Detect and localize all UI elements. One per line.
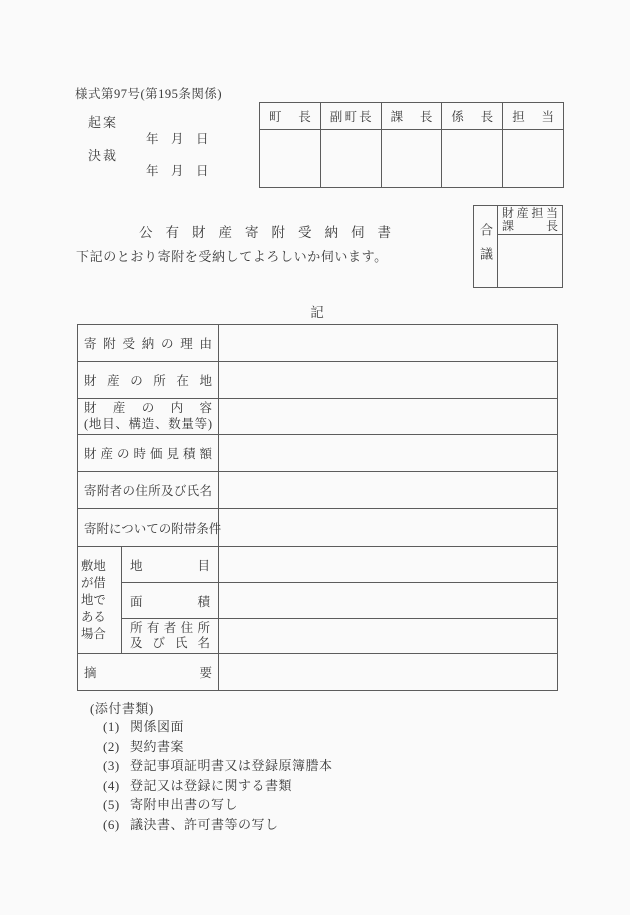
attachment-item	[103, 795, 333, 815]
page-title: 公有財産寄附受納伺書	[139, 225, 404, 240]
consultation-signature-cell	[498, 235, 562, 287]
approval-header-mayor: 町長	[260, 103, 321, 130]
value-cell	[219, 509, 558, 547]
row-label: 寄附受納の理由	[78, 325, 219, 362]
row-estimated-value	[78, 435, 558, 472]
row-leased-land-owner	[78, 619, 558, 654]
attachments-list	[103, 717, 333, 834]
consultation-box	[473, 205, 563, 288]
approval-header-section-chief: 課長	[381, 103, 442, 130]
consultation-signer-title-line2: 課長	[502, 219, 558, 233]
consultation-signer-title	[498, 206, 562, 235]
attachment-number: (2)	[103, 738, 120, 754]
row-property-description	[78, 399, 558, 435]
consultation-signer-title-line1: 財産担当	[502, 206, 558, 220]
signature-cell	[260, 130, 321, 188]
draft-label: 起案	[88, 115, 119, 130]
signature-cell	[503, 130, 564, 188]
attachment-text: 寄附申出書の写し	[130, 797, 239, 812]
row-property-location	[78, 362, 558, 399]
approval-header-row	[260, 103, 564, 130]
attachment-text: 登記又は登録に関する書類	[130, 777, 293, 793]
attachment-item	[103, 756, 333, 776]
decision-label: 決裁	[88, 148, 119, 163]
value-cell	[219, 472, 558, 509]
row-label: 財産の内容 (地目、構造、数量等)	[78, 399, 219, 435]
attachment-number: (4)	[103, 777, 120, 793]
attachment-text: 契約書案	[130, 738, 185, 754]
consultation-label: 合議	[474, 206, 498, 287]
request-statement: 下記のとおり寄附を受納してよろしいか伺います。	[76, 249, 388, 264]
value-cell	[219, 435, 558, 472]
attachment-item	[103, 815, 333, 835]
row-donor-address-name	[78, 472, 558, 509]
row-label: 所有者住所 及び氏名	[122, 619, 219, 654]
attachments-title: (添付書類)	[90, 701, 154, 716]
attachment-number: (6)	[103, 816, 120, 832]
value-cell	[219, 654, 558, 691]
row-label: 財産の所在地	[78, 362, 219, 399]
value-cell	[219, 583, 558, 619]
approval-header-deputy-mayor: 副町長	[320, 103, 381, 130]
approval-table	[259, 102, 564, 188]
decision-date: 年 月 日	[146, 164, 209, 178]
row-label: 摘要	[78, 654, 219, 691]
row-label: 面積	[122, 583, 219, 619]
attachment-text: 議決書、許可書等の写し	[130, 816, 279, 832]
value-cell	[219, 325, 558, 362]
row-donation-reason	[78, 325, 558, 362]
row-leased-land-area	[78, 583, 558, 619]
attachment-number: (1)	[103, 719, 120, 734]
attachment-text: 登記事項証明書又は登録原簿謄本	[130, 758, 333, 773]
value-cell	[219, 362, 558, 399]
signature-cell	[320, 130, 381, 188]
attachment-item	[103, 717, 333, 737]
form-number: 様式第97号(第195条関係)	[75, 87, 223, 101]
attachment-number: (5)	[103, 797, 120, 812]
record-mark: 記	[310, 305, 324, 320]
row-label: 財産の時価見積額	[78, 435, 219, 472]
row-leased-land-category	[78, 547, 558, 583]
attachment-item	[103, 776, 333, 796]
row-label: 寄附者の住所及び氏名	[78, 472, 219, 509]
value-cell	[219, 399, 558, 435]
signature-cell	[442, 130, 503, 188]
leased-land-group-label: 敷地が借地である場合	[78, 547, 122, 654]
main-form-table	[77, 324, 558, 691]
attachment-text: 関係図面	[130, 719, 185, 734]
value-cell	[219, 619, 558, 654]
approval-header-subsection-chief: 係長	[442, 103, 503, 130]
signature-cell	[381, 130, 442, 188]
approval-signature-row	[260, 130, 564, 188]
draft-date: 年 月 日	[146, 132, 209, 146]
consultation-signer	[498, 206, 562, 287]
row-remarks	[78, 654, 558, 691]
row-label: 寄附についての附帯条件	[78, 509, 219, 547]
row-attached-conditions	[78, 509, 558, 547]
row-label: 地目	[122, 547, 219, 583]
approval-header-staff: 担当	[503, 103, 564, 130]
attachment-number: (3)	[103, 758, 120, 773]
attachment-item	[103, 737, 333, 757]
value-cell	[219, 547, 558, 583]
